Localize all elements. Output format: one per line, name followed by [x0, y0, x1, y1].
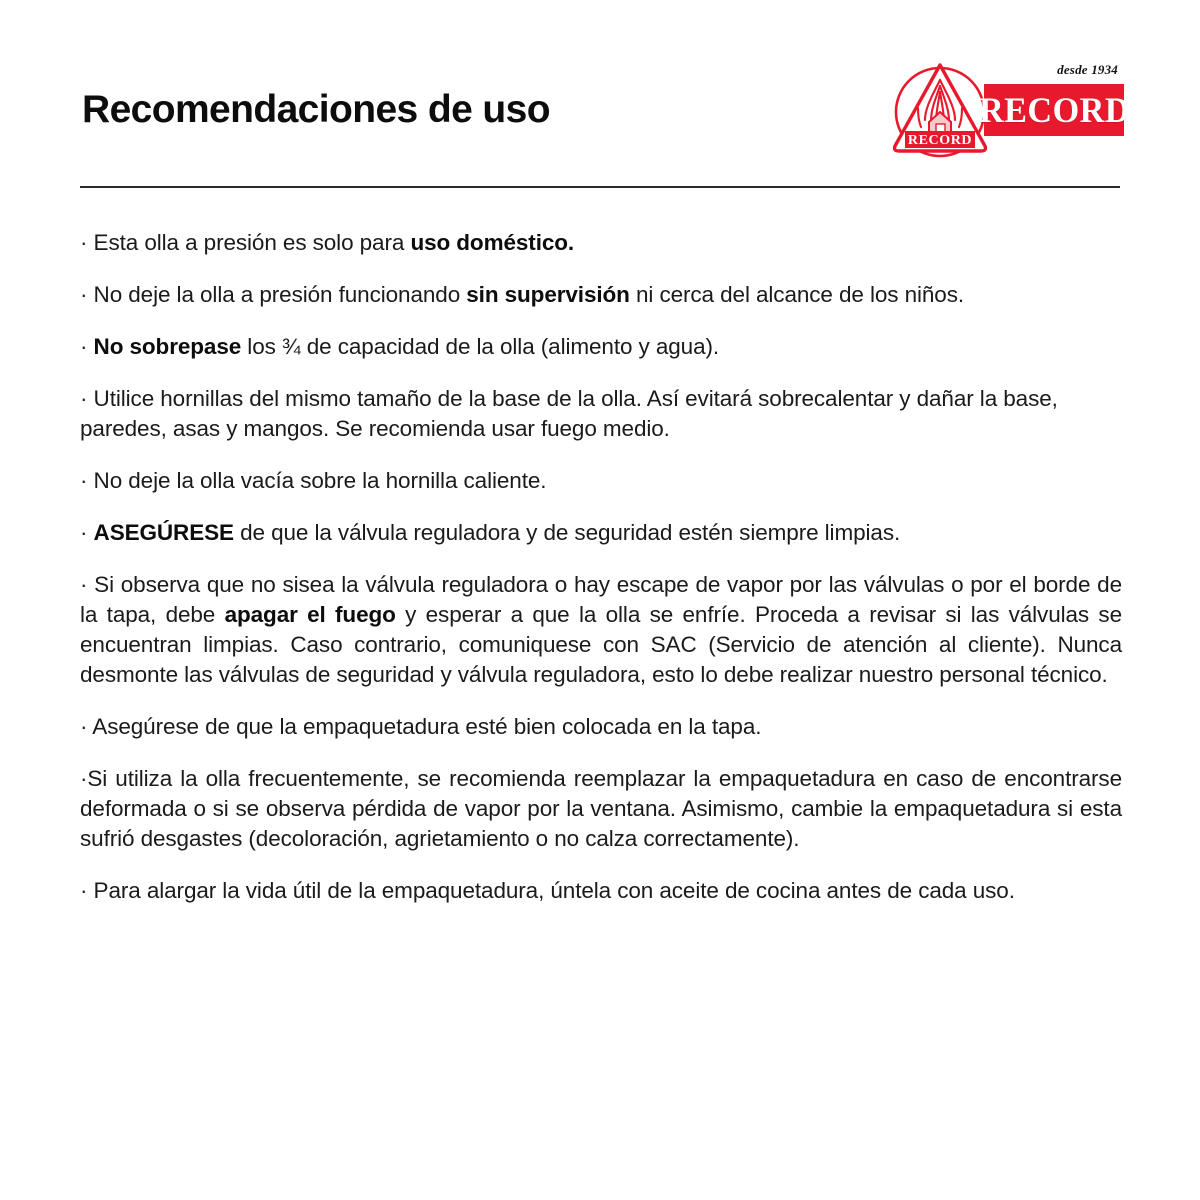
- body-text: · No deje la olla vacía sobre la hornilla caliente.: [80, 468, 547, 493]
- body-text: · No deje la olla a presión funcionando: [80, 282, 467, 307]
- logo-tagline: desde 1934: [1057, 62, 1118, 77]
- body-text: · Si observa que no sisea la válvula reguladora o hay escape de vapor por las válvulas o por el borde de la tapa, debe: [80, 572, 1122, 627]
- page-title: Recomendaciones de uso: [82, 88, 550, 131]
- emphasis-text: No sobrepase: [93, 334, 242, 359]
- recommendation-item-escape-de-vapor: [80, 570, 1122, 690]
- recommendation-item-no-sobrepase: [80, 332, 1122, 362]
- body-text: ·: [80, 520, 94, 545]
- body-text: de que la válvula reguladora y de seguridad estén siempre limpias.: [233, 520, 901, 545]
- recommendation-item-sin-supervision: [80, 280, 1122, 310]
- recommendation-item-olla-vacia: [80, 466, 1122, 496]
- recommendation-item-hornillas-mismo-tamano: [80, 384, 1122, 444]
- record-wordmark-box: [978, 84, 1130, 136]
- record-flame-triangle-emblem: [888, 58, 992, 162]
- body-text: ·Si utiliza la olla frecuentemente, se recomienda reemplazar la empaquetadura en caso de encontrarse deformada o si se observa pérdida de vapor por la ventana. Asimismo, cambie la empaquetadura si esta sufrió desgastes (decoloración, agrietamiento o no calza correctamente).: [80, 766, 1122, 851]
- body-text: · Para alargar la vida útil de la empaquetadura, úntela con aceite de cocina antes de cada uso.: [80, 878, 1015, 903]
- record-logo: [888, 58, 1130, 163]
- body-text: los ¾ de capacidad de la olla (alimento y agua).: [241, 334, 720, 359]
- recommendation-item-reemplazar-empaquetadura: [80, 764, 1122, 854]
- record-wordmark-group: [978, 62, 1130, 158]
- emphasis-text: ASEGÚRESE: [93, 520, 234, 545]
- recommendation-item-asegurese-valvulas-limpias: [80, 518, 1122, 548]
- body-text: ·: [80, 334, 94, 359]
- body-text: · Utilice hornillas del mismo tamaño de la base de la olla. Así evitará sobrecalentar y dañar la base, paredes, asas y mangos. Se recomienda usar fuego medio.: [80, 386, 1058, 441]
- body-text: y esperar a que la olla se enfríe. Proceda a revisar si las válvulas se encuentran limpias. Caso contrario, comuniquese con SAC (Servicio de atención al cliente). Nunca desmonte las válvulas de seguridad y válvula reguladora, esto lo debe realizar nuestro personal técnico.: [80, 602, 1122, 687]
- body-text: ni cerca del alcance de los niños.: [629, 282, 965, 307]
- document-header: [0, 0, 1200, 190]
- emphasis-text: apagar el fuego: [224, 602, 396, 627]
- recommendation-item-aceite-de-cocina: [80, 876, 1122, 906]
- header-divider: [80, 186, 1120, 188]
- recommendations-list: [80, 228, 1122, 906]
- recommendation-item-empaquetadura-colocada: [80, 712, 1122, 742]
- body-text: · Esta olla a presión es solo para: [80, 230, 411, 255]
- emphasis-text: uso doméstico.: [410, 230, 575, 255]
- recommendation-item-uso-domestico: [80, 228, 1122, 258]
- emphasis-text: sin supervisión: [466, 282, 630, 307]
- record-wordmark-text: RECORD: [978, 90, 1130, 130]
- body-text: · Asegúrese de que la empaquetadura esté bien colocada en la tapa.: [80, 714, 762, 739]
- emblem-banner-text: RECORD: [907, 133, 973, 148]
